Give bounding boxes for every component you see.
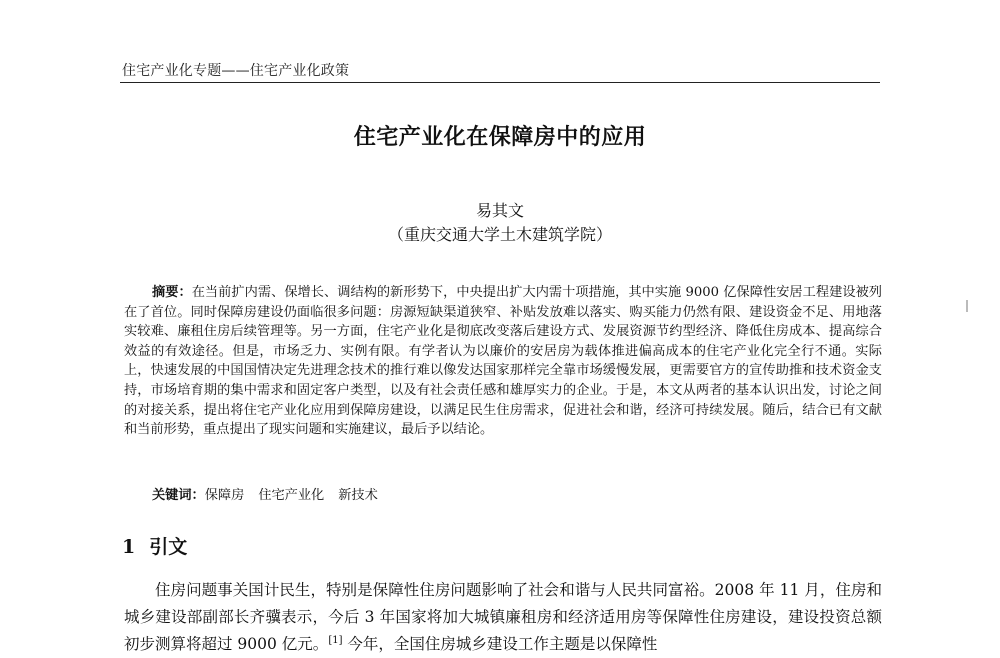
keywords-label: 关键词： [152, 488, 205, 503]
article-title: 住宅产业化在保障房中的应用 [353, 124, 647, 150]
body-text-part: 住房问题事关国计民生，特别是保障性住房问题影响了社会和谐与人民共同富裕。2008 年 11 月，住房和城乡建设部副部长齐骥表示，今后 3 年国家将加大城镇廉租房和经济适用房等保障性住房建设，建设投资总额初步测算将超过 9000 亿元。 [124, 581, 882, 653]
running-header: 住宅产业化专题——住宅产业化政策 [122, 63, 350, 79]
keyword: 保障房 [204, 488, 245, 503]
abstract-label: 摘要： [152, 285, 192, 300]
keywords [152, 484, 392, 503]
keyword: 新技术 [338, 488, 378, 503]
article-author: 易其文 [475, 201, 524, 220]
header-rule [120, 82, 880, 83]
body-paragraph [124, 577, 882, 658]
margin-mark [966, 300, 968, 312]
section-title: 引文 [149, 536, 188, 558]
keyword: 住宅产业化 [258, 488, 325, 503]
reference-marker[interactable]: [1] [328, 634, 343, 646]
section-number: 1 [122, 536, 136, 558]
body-text-part: 今年，全国住房城乡建设工作主题是以保障性 [342, 635, 658, 653]
abstract [124, 283, 882, 440]
article-affiliation: （重庆交通大学土木建筑学院） [387, 225, 612, 244]
abstract-text: 在当前扩内需、保增长、调结构的新形势下，中央提出扩大内需十项措施，其中实施 9000 亿保障性安居工程建设被列在了首位。同时保障房建设仍面临很多问题：房源短缺渠道狭窄、补贴发放难以落实、购买能力仍然有限、建设资金不足、用地落实较难、廉租住房后续管理等。另一方面，住宅产业化是彻底改变落后建设方式、发展资源节约型经济、降低住房成本、提高综合效益的有效途径。但是，市场乏力、实例有限。有学者认为以廉价的安居房为载体推进偏高成本的住宅产业化完全行不通。实际上，快速发展的中国国情决定先进理念技术的推行难以像发达国家那样完全靠市场缓慢发展，更需要官方的宣传助推和技术资金支持，市场培育期的集中需求和固定客户类型，以及有社会责任感和雄厚实力的企业。于是，本文从两者的基本认识出发，讨论之间的对接关系，提出将住宅产业化应用到保障房建设，以满足民生住房需求，促进社会和谐，经济可持续发展。随后，结合已有文献和当前形势，重点提出了现实问题和实施建议，最后予以结论。 [124, 285, 882, 438]
section-heading [122, 532, 187, 559]
